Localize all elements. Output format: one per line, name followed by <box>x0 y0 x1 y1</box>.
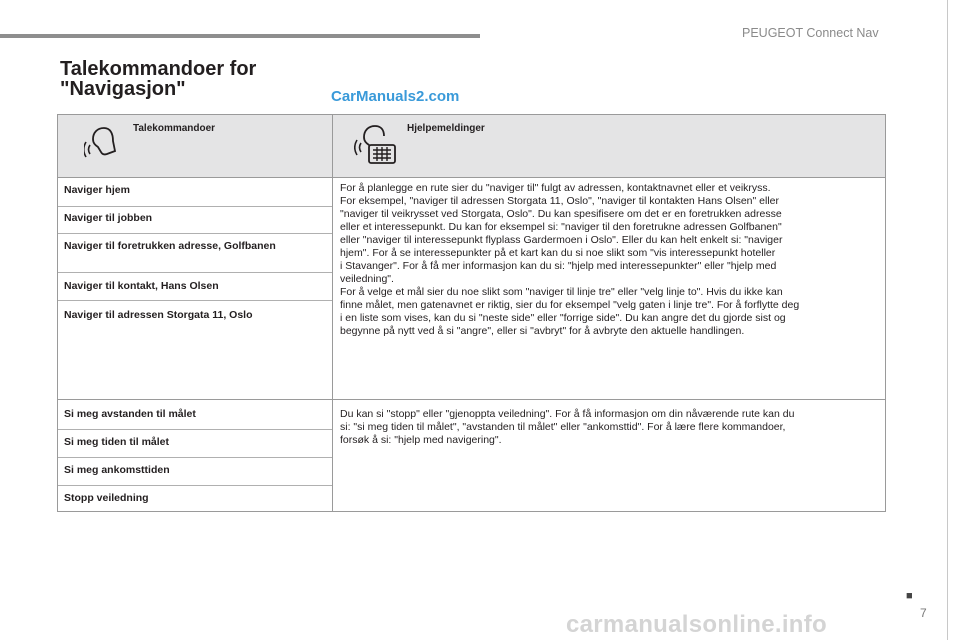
command-distance-to-destination: Si meg avstanden til målet <box>64 408 196 420</box>
page-title-line-1: Talekommandoer for <box>60 58 257 80</box>
col-header-help: Hjelpemeldinger <box>407 123 485 134</box>
row-divider <box>58 457 332 458</box>
command-navigate-favorite: Naviger til foretrukken adresse, Golfbanen <box>64 240 276 252</box>
row-divider <box>58 233 332 234</box>
row-divider <box>58 485 332 486</box>
page-edge-rule <box>947 0 948 640</box>
voice-command-icon <box>84 125 120 161</box>
command-navigate-address: Naviger til adressen Storgata 11, Oslo <box>64 309 253 321</box>
command-stop-guidance: Stopp veiledning <box>64 492 149 504</box>
voice-commands-table <box>57 114 886 512</box>
table-header <box>58 115 885 178</box>
row-divider <box>58 272 332 273</box>
section-divider <box>58 399 885 400</box>
watermark-bottom: carmanualsonline.info <box>566 611 828 638</box>
column-divider <box>332 115 333 511</box>
brand-label: PEUGEOT Connect Nav <box>742 26 879 40</box>
command-arrival-time: Si meg ankomsttiden <box>64 464 170 476</box>
command-navigate-work: Naviger til jobben <box>64 212 153 224</box>
help-text-route-info: Du kan si "stopp" eller "gjenoppta veiledning". For å få informasjon om din nåværende rute kan du si: "si meg tiden til målet", "avstanden til målet" eller "ankomsttid". For å lære flere kommandoer, forsøk å si: "hjelp med navigering". <box>340 408 795 446</box>
watermark-top: CarManuals2.com <box>331 88 460 105</box>
command-time-to-destination: Si meg tiden til målet <box>64 436 170 448</box>
command-navigate-home: Naviger hjem <box>64 184 130 196</box>
row-divider <box>58 300 332 301</box>
col-header-commands: Talekommandoer <box>133 123 216 134</box>
page-number: 7 <box>920 606 927 620</box>
help-text-navigation: For å planlegge en rute sier du "naviger til" fulgt av adressen, kontaktnavnet eller et veikryss. For eksempel, "naviger til adressen Storgata 11, Oslo", "naviger til kontakten Hans Olsen" eller "naviger til veikrysset ved Storgata, Oslo". Du kan spesifisere om det er en foretrukken adresse eller et interessepunkt. Du kan for eksempel si: "naviger til den foretrukne adressen Golfbanen" eller "naviger til interessepunkt flyplass Gardermoen i Oslo". Eller du kan helt enkelt si: "naviger hjem". For å se interessepunkter på et kart kan du si noe slikt som "vis interessepunkt hoteller i Stavanger". For å få mer informasjon kan du si: "hjelp med interessepunkter" eller "hjelp med veiledning". For å velge et mål sier du noe slikt som "naviger til linje tre" eller "velg linje to". Hvis du ikke kan finne målet, men gatenavnet er riktig, sier du for eksempel "velg gaten i linje tre". For å forflytte deg i en liste som vises, kan du si "neste side" eller "forrige side". Du kan angre det du gjorde sist og begynne på nytt ved å si "angre", eller si "avbryt" for å avbryte den aktuelle handlingen. <box>340 182 800 337</box>
page-title <box>60 59 256 99</box>
voice-help-screen-icon <box>354 123 400 165</box>
command-navigate-contact: Naviger til kontakt, Hans Olsen <box>64 280 219 292</box>
page-title-line-2: "Navigasjon" <box>60 78 186 100</box>
page-bullet: ■ <box>906 590 913 602</box>
header-bar <box>0 34 480 38</box>
row-divider <box>58 206 332 207</box>
row-divider <box>58 429 332 430</box>
